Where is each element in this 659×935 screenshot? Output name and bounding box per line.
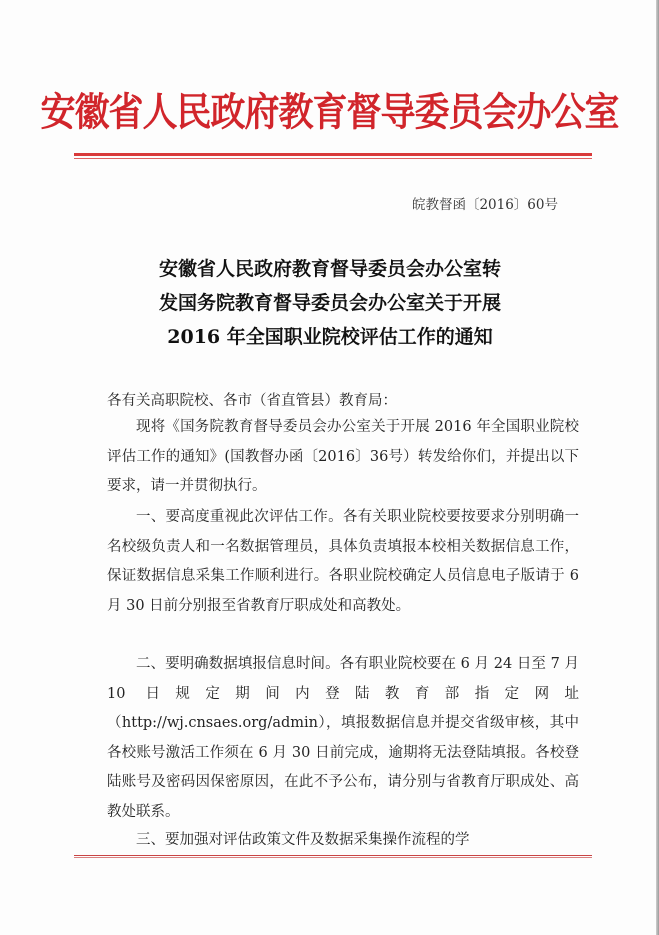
footer-rule xyxy=(74,855,592,856)
document-title-line-2: 发国务院教育督导委员会办公室关于开展 xyxy=(158,292,501,314)
salutation: 各有关高职院校、各市（省直管县）教育局： xyxy=(107,393,397,409)
red-header-rule xyxy=(74,153,592,156)
footer-rule-thin xyxy=(74,857,592,858)
document-title-line-3: 2016 年全国职业院校评估工作的通知 xyxy=(167,326,493,348)
document-number: 皖教督函〔2016〕60号 xyxy=(411,197,558,213)
body-paragraph-1: 现将《国务院教育督导委员会办公室关于开展 2016 年全国职业院校评估工作的通知》(国教督办函〔2016〕36号）转发给你们，并提出以下要求，请一并贯彻执行。 xyxy=(107,419,579,494)
document-title-line-1: 安徽省人民政府教育督导委员会办公室转 xyxy=(158,258,501,280)
body-paragraph-3: 二、要明确数据填报信息时间。各有职业院校要在 6 月 24 日至 7 月 10 日规定期间内登陆教育部指定网址（http://wj.cnsaes.org/admin），填报数据信息并提交省级审核，其中各校账号激活工作须在 6 月 30 日前完成，逾期将无法登陆填报。各校登陆账号及密码因保密原因，在此不予公布，请分别与省教育厅职成处、高教处联系。 xyxy=(107,656,579,820)
body-paragraph-2: 一、要高度重视此次评估工作。各有关职业院校要按要求分别明确一名校级负责人和一名数据管理员，具体负责填报本校相关数据信息工作，保证数据信息采集工作顺利进行。各职业院校确定人员信息电子版请于 6 月 30 日前分别报至省教育厅职成处和高教处。 xyxy=(107,509,579,614)
body-paragraph-4: 三、要加强对评估政策文件及数据采集操作流程的学 xyxy=(136,832,470,848)
issuing-agency-header: 安徽省人民政府教育督导委员会办公室 xyxy=(40,89,619,136)
document-title xyxy=(90,252,570,354)
red-header-rule-thin xyxy=(74,158,592,159)
